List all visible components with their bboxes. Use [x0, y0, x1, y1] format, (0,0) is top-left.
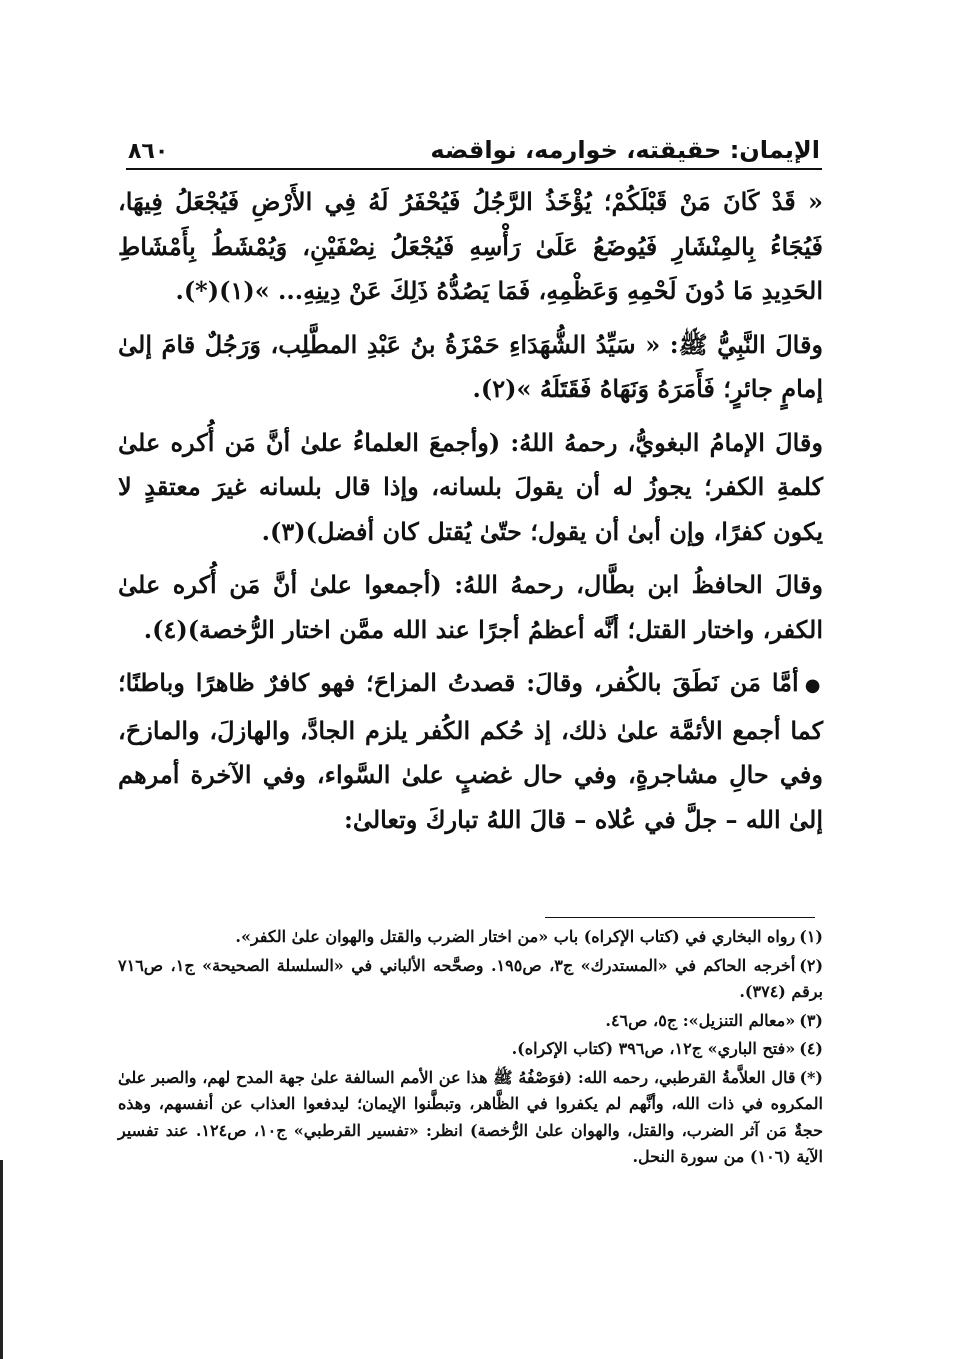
footnote-text: «معالم التنزيل»: ج٥، ص٤٦. — [605, 1010, 796, 1030]
footnote-mark: (١) — [799, 927, 823, 946]
page-header — [128, 120, 820, 164]
header-rule — [126, 168, 822, 170]
bullet-icon: ● — [804, 675, 823, 696]
footnote-text: «فتح الباري» ج١٢، ص٣٩٦ (كتاب الإكراه). — [511, 1039, 796, 1058]
footnote — [118, 924, 823, 951]
footnote-mark: (٣) — [799, 1010, 823, 1030]
hadith-hamza-paragraph: وقالَ النَّبِيُّ ﷺ: « سَيِّدُ الشُّهَدَاءِ حَمْزَةُ بنُ عَبْدِ المطَّلِب، وَرَجُلٌ قامَ إلىٰ إمامٍ جائرٍ؛ فَأَمَرَهُ وَنَهَاهُ فَقَتَلَهُ »(٢). — [118, 329, 823, 403]
baghawi-quote-paragraph: وقالَ الإمامُ البغويُّ، رحمهُ اللهُ: (وأجمعَ العلماءُ علىٰ أنَّ مَن أُكره علىٰ كلمةِ الكفر؛ يجوزُ له أن يقولَ بلسانه، وإذا قال بلسانه غيرَ معتقدٍ لا يكون كفرًا، وإن أبىٰ أن يقول؛ حتّىٰ يُقتل كان أفضل)(٣). — [118, 427, 823, 546]
footnote — [118, 1008, 823, 1035]
footnote — [118, 953, 823, 1006]
running-title: الإيمان: حقيقته، خوارمه، نواقضه — [430, 136, 820, 164]
footnote — [118, 1036, 823, 1063]
footnote-separator — [545, 917, 815, 918]
footnote-mark: (٢) — [799, 955, 824, 975]
footnotes — [118, 924, 823, 1173]
mockery-ruling-paragraph — [118, 661, 823, 842]
main-text — [118, 180, 823, 851]
ibn-battal-quote-paragraph: وقالَ الحافظُ ابن بطَّال، رحمهُ اللهُ: (أجمعوا علىٰ أنَّ مَن أُكره علىٰ الكفر، واختار القتل؛ أنَّه أعظمُ أجرًا عند الله ممَّن اختار الرُّخصة)(٤). — [118, 570, 823, 644]
footnote — [118, 1065, 823, 1171]
footnote-mark: (*) — [799, 1067, 823, 1087]
footnote-text: رواه البخاري في (كتاب الإكراه) باب «من اختار الضرب والقتل والهوان علىٰ الكفر». — [235, 927, 796, 946]
footnote-text: قال العلاَّمةُ القرطبي، رحمه الله: (فوَصْفُهُ ﷺ هذا عن الأمم السالفة علىٰ جهة المدح لهم، والصبر علىٰ المكروه في ذات الله، وأنَّهم لم يكفروا في الظَّاهر، وتبطَّنوا الإيمان؛ ليدفعوا العذاب عن أنفسهم، وهذه حجةٌ مَن آثر الضرب، والقتل، والهوان علىٰ الرُّخصة) انظر: «تفسير القرطبي» ج١٠، ص١٢٤. عند تفسير الآية (١٠٦) من سورة النحل. — [118, 1067, 824, 1166]
scan-edge-shadow — [0, 1160, 3, 1359]
mockery-ruling-text: أمَّا مَن نَطَقَ بالكُفر، وقالَ: قصدتُ المزاحَ؛ فهو كافرٌ ظاهرًا وباطنًا؛ كما أجمع الأئمَّة علىٰ ذلك، إذ حُكم الكُفر يلزم الجادَّ، والهازلَ، والمازحَ، وفي حالِ مشاجرةٍ، وفي حال غضبٍ علىٰ السَّواء، وفي الآخرة أمرهم إلىٰ الله – جلَّ في عُلاه – قالَ اللهُ تباركَ وتعالىٰ: — [118, 668, 823, 834]
footnote-text: أخرجه الحاكم في «المستدرك» ج٣، ص١٩٥. وصحَّحه الألباني في «السلسلة الصحيحة» ج١، ص٧١٦ برقم (٣٧٤). — [118, 955, 823, 1001]
footnote-mark: (٤) — [799, 1039, 823, 1058]
page-number: ٨٦٠ — [128, 139, 169, 164]
hadith-paragraph: « قَدْ كَانَ مَنْ قَبْلَكُمْ؛ يُؤْخَذُ الرَّجُلُ فَيُحْفَرُ لَهُ فِي الأَرْضِ فَيُجْعَلُ فِيهَا، فَيُجَاءُ بِالمِنْشَارِ فَيُوضَعُ عَلَىٰ رَأْسِهِ فَيُجْعَلُ نِصْفَيْنِ، وَيُمْشَطُ بِأَمْشَاطِ الحَدِيدِ مَا دُونَ لَحْمِهِ وَعَظْمِهِ، فَمَا يَصُدُّهُ ذَلِكَ عَنْ دِينِهِ... »(١)(*). — [118, 187, 823, 305]
